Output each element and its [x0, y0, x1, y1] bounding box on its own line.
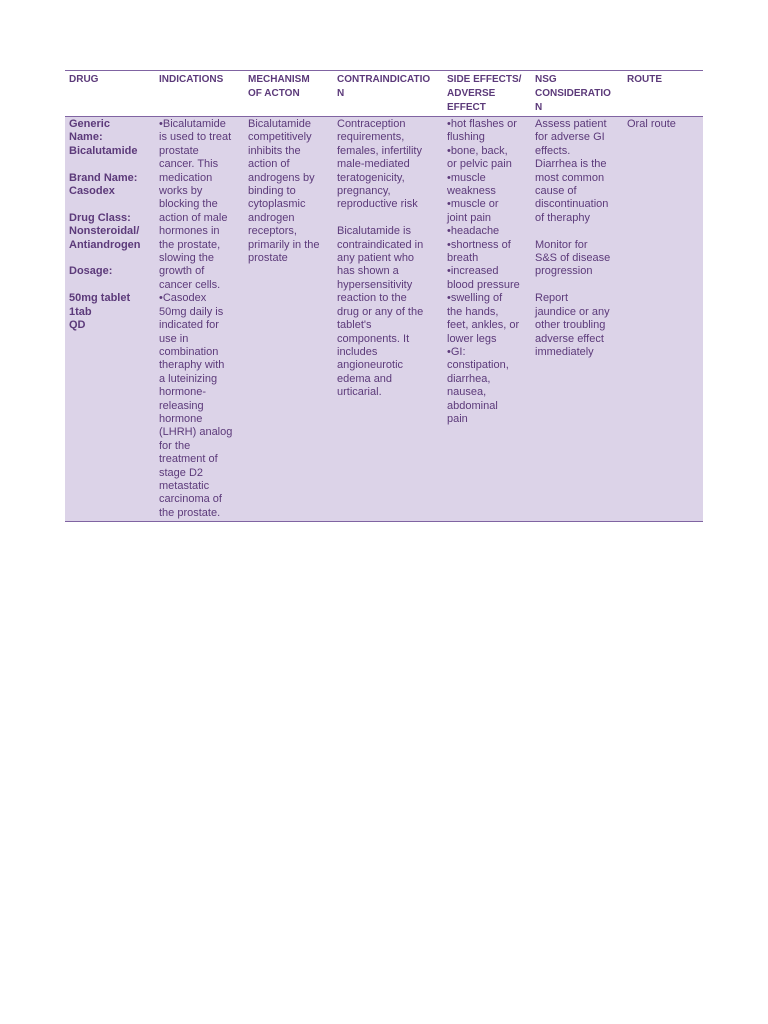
table-header-row	[65, 71, 703, 117]
cell-contraindication: Contraception requirements, females, infertility male-mediated teratogenicity, pregnancy, reproductive risk Bicalutamide is contraindicated in any patient who has shown a hypersensitivity reaction to the drug or any of the tablet's components. It includes angioneurotic edema and urticarial.	[333, 117, 443, 522]
table-row	[65, 117, 703, 522]
drug-study-table	[65, 70, 703, 522]
header-drug: DRUG	[65, 71, 155, 117]
header-indications: INDICATIONS	[155, 71, 244, 117]
header-route: ROUTE	[623, 71, 703, 117]
cell-route: Oral route	[623, 117, 703, 522]
header-nsg-considerations: NSG CONSIDERATIO N	[531, 71, 623, 117]
cell-indications: •Bicalutamide is used to treat prostate cancer. This medication works by blocking the action of male hormones in the prostate, slowing the growth of cancer cells. •Casodex 50mg daily is indicated for use in combination theraphy with a luteinizing hormone- releasing hormone (LHRH) analog for the treatment of stage D2 metastatic carcinoma of the prostate.	[155, 117, 244, 522]
header-contraindication: CONTRAINDICATIO N	[333, 71, 443, 117]
cell-nsg-considerations: Assess patient for adverse GI effects. Diarrhea is the most common cause of discontinuation of theraphy Monitor for S&S of disease progression Report jaundice or any other troubling adverse effect immediately	[531, 117, 623, 522]
cell-side-effects: •hot flashes or flushing •bone, back, or pelvic pain •muscle weakness •muscle or joint pain •headache •shortness of breath •increased blood pressure •swelling of the hands, feet, ankles, or lower legs •GI: constipation, diarrhea, nausea, abdominal pain	[443, 117, 531, 522]
header-side-effects: SIDE EFFECTS/ ADVERSE EFFECT	[443, 71, 531, 117]
header-mechanism: MECHANISM OF ACTON	[244, 71, 333, 117]
cell-drug: Generic Name: Bicalutamide Brand Name: Casodex Drug Class: Nonsteroidal/ Antiandrogen Dosage: 50mg tablet 1tab QD	[65, 117, 155, 522]
cell-mechanism: Bicalutamide competitively inhibits the action of androgens by binding to cytoplasmic androgen receptors, primarily in the prostate	[244, 117, 333, 522]
